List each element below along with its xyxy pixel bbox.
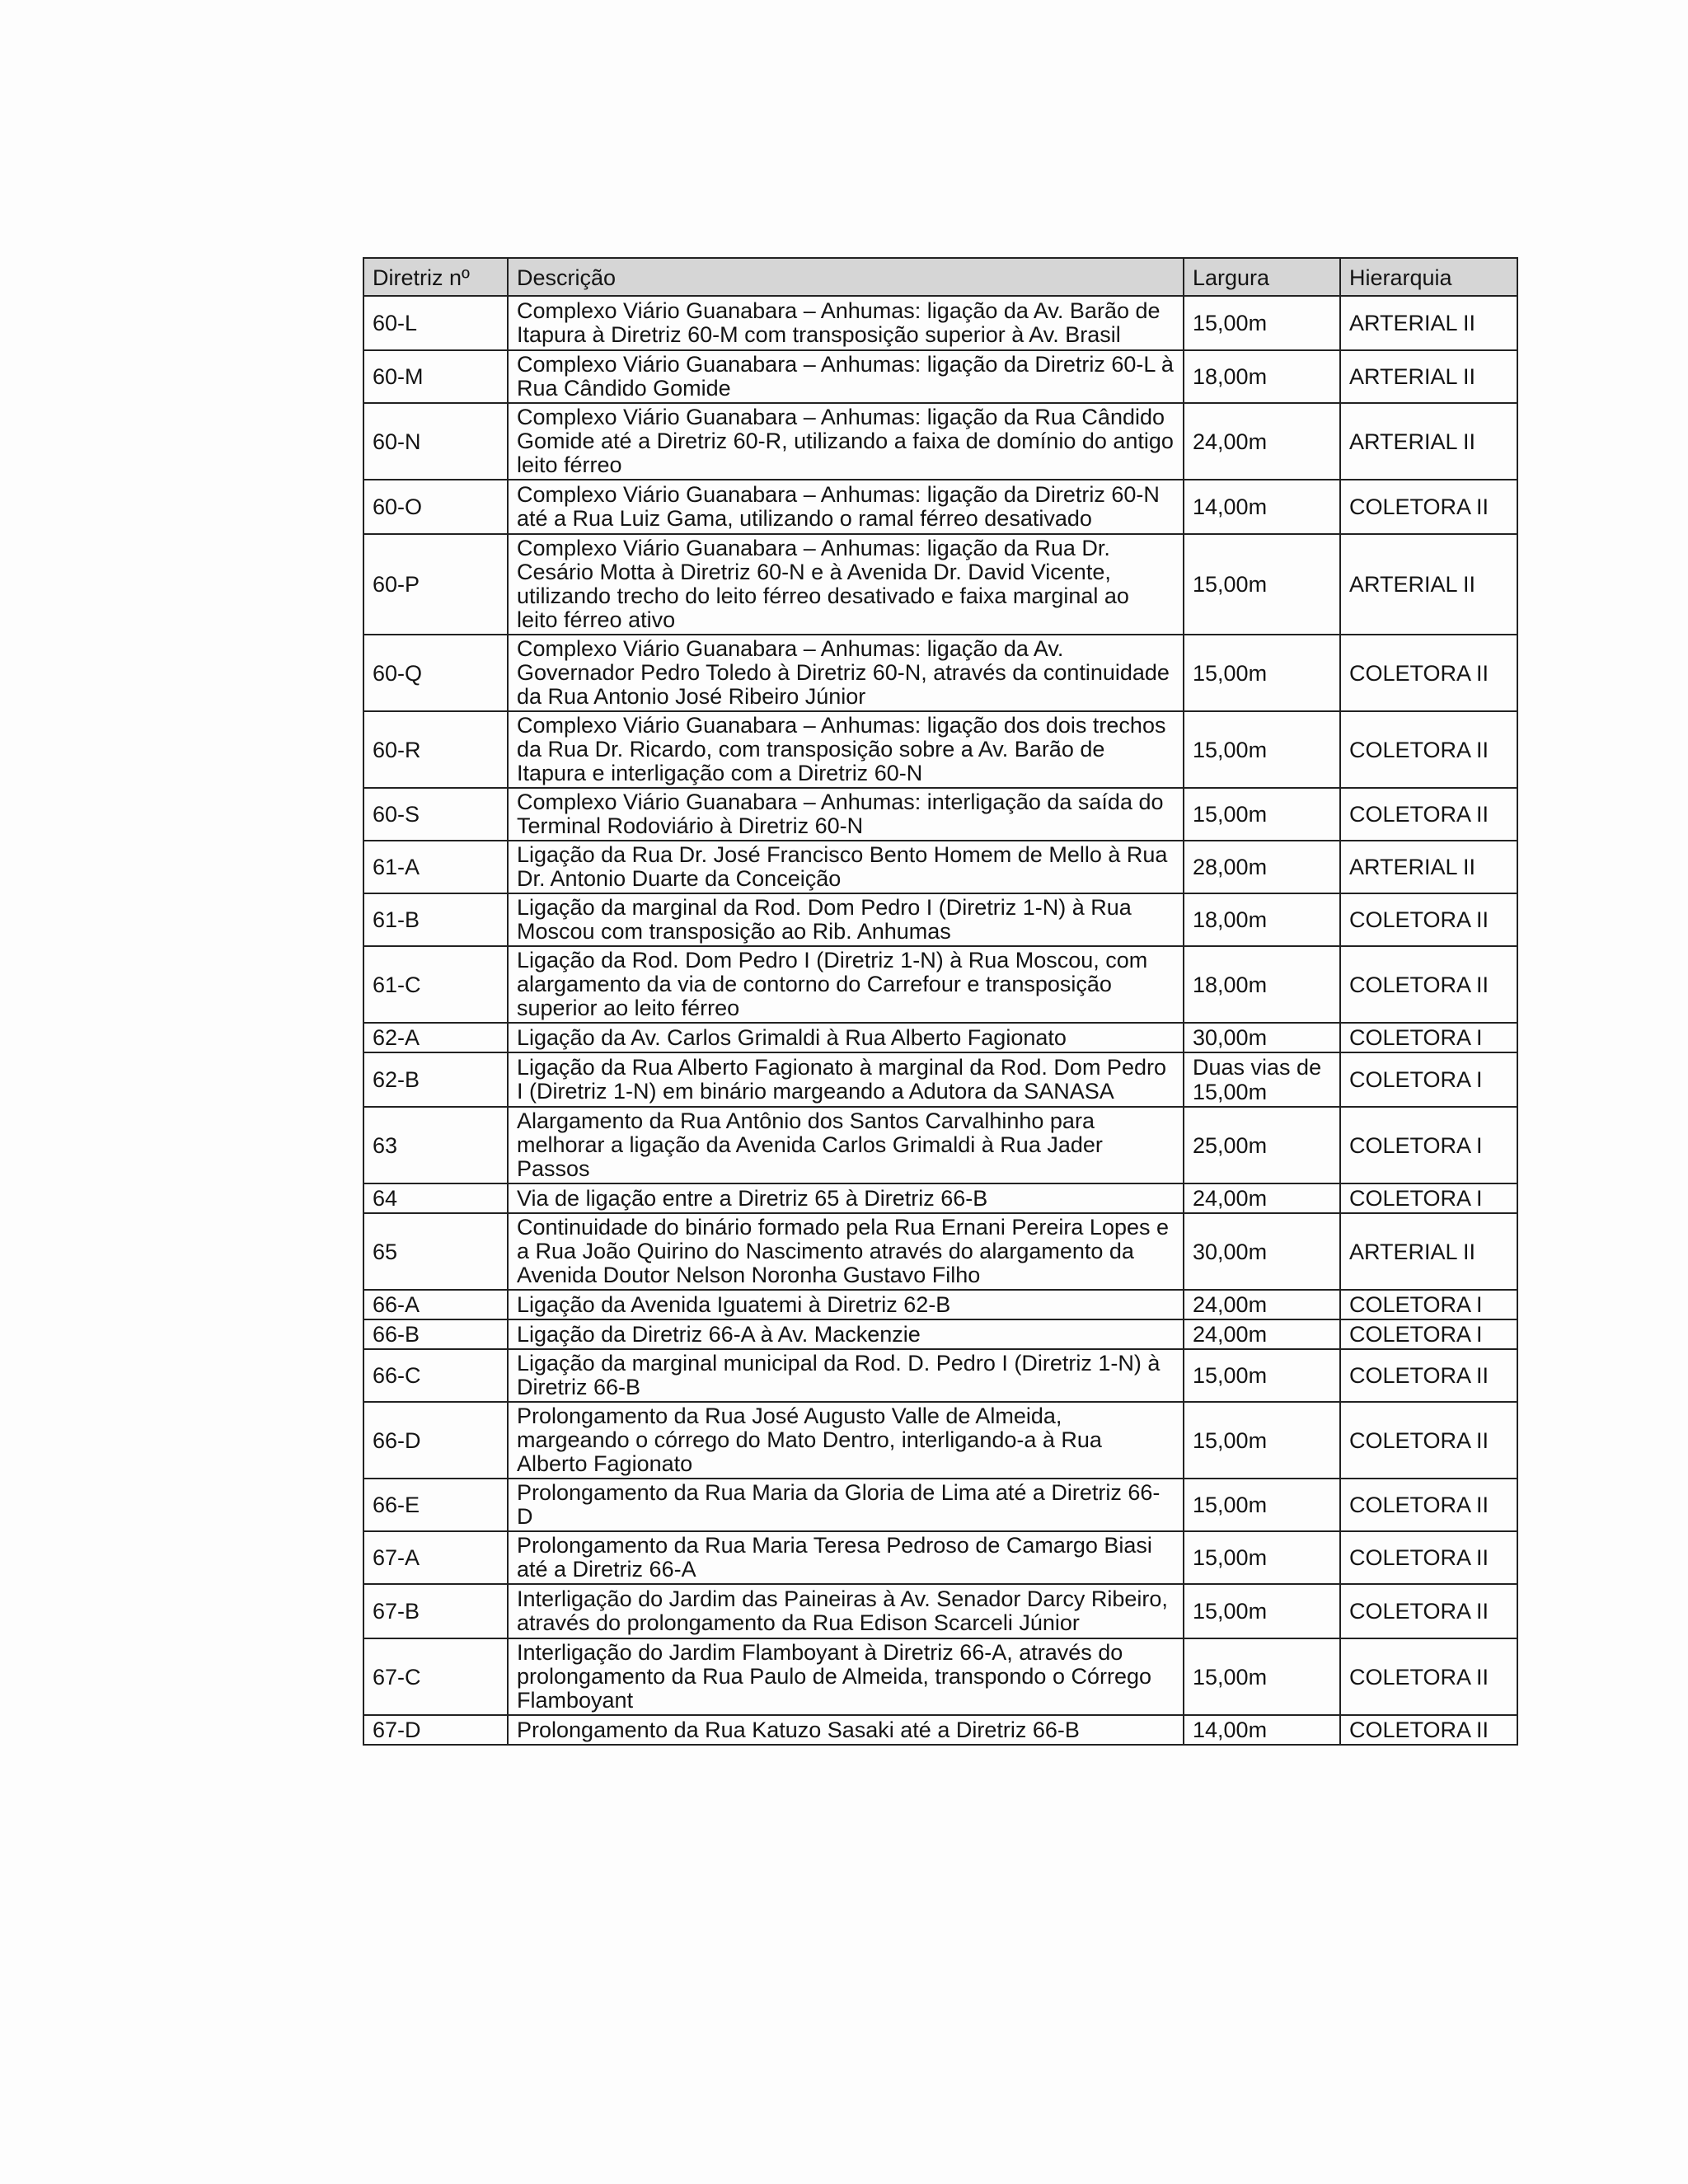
table-row — [363, 1715, 1517, 1745]
cell-largura: 15,00m — [1184, 1349, 1340, 1402]
cell-hierarquia: COLETORA II — [1340, 1479, 1517, 1531]
cell-descricao: Ligação da Rua Dr. José Francisco Bento Homem de Mello à Rua Dr. Antonio Duarte da Conceição — [508, 841, 1184, 893]
cell-hierarquia: COLETORA II — [1340, 1638, 1517, 1715]
table-row — [363, 1183, 1517, 1213]
cell-hierarquia: ARTERIAL II — [1340, 534, 1517, 635]
cell-largura: 15,00m — [1184, 296, 1340, 350]
cell-descricao: Prolongamento da Rua Maria da Gloria de Lima até a Diretriz 66-D — [508, 1479, 1184, 1531]
cell-largura: 25,00m — [1184, 1107, 1340, 1183]
cell-largura: 15,00m — [1184, 635, 1340, 711]
cell-descricao: Ligação da Rua Alberto Fagionato à marginal da Rod. Dom Pedro I (Diretriz 1-N) em binário margeando a Adutora da SANASA — [508, 1052, 1184, 1107]
header-largura: Largura — [1184, 258, 1340, 296]
cell-largura: 14,00m — [1184, 1715, 1340, 1745]
cell-diretriz: 67-C — [363, 1638, 508, 1715]
cell-descricao: Continuidade do binário formado pela Rua Ernani Pereira Lopes e a Rua João Quirino do Nascimento através do alargamento da Avenida Doutor Nelson Noronha Gustavo Filho — [508, 1213, 1184, 1290]
cell-descricao: Ligação da marginal da Rod. Dom Pedro I (Diretriz 1-N) à Rua Moscou com transposição ao Rib. Anhumas — [508, 893, 1184, 946]
cell-diretriz: 67-A — [363, 1531, 508, 1584]
cell-descricao: Complexo Viário Guanabara – Anhumas: ligação da Av. Governador Pedro Toledo à Diretriz 60-N, através da continuidade da Rua Antonio José Ribeiro Júnior — [508, 635, 1184, 711]
cell-diretriz: 60-P — [363, 534, 508, 635]
cell-largura: 15,00m — [1184, 1638, 1340, 1715]
table-row — [363, 946, 1517, 1023]
cell-largura: 30,00m — [1184, 1023, 1340, 1052]
cell-diretriz: 61-C — [363, 946, 508, 1023]
cell-diretriz: 61-B — [363, 893, 508, 946]
cell-diretriz: 60-L — [363, 296, 508, 350]
cell-largura: 15,00m — [1184, 788, 1340, 841]
cell-hierarquia: COLETORA II — [1340, 711, 1517, 788]
table-row — [363, 1402, 1517, 1479]
table-row — [363, 1479, 1517, 1531]
cell-largura: 30,00m — [1184, 1213, 1340, 1290]
table-row — [363, 1531, 1517, 1584]
table-row — [363, 403, 1517, 480]
cell-diretriz: 66-E — [363, 1479, 508, 1531]
cell-diretriz: 61-A — [363, 841, 508, 893]
cell-descricao: Complexo Viário Guanabara – Anhumas: ligação da Rua Cândido Gomide até a Diretriz 60-R, utilizando a faixa de domínio do antigo leito férreo — [508, 403, 1184, 480]
cell-diretriz: 66-C — [363, 1349, 508, 1402]
cell-descricao: Via de ligação entre a Diretriz 65 à Diretriz 66-B — [508, 1183, 1184, 1213]
cell-descricao: Complexo Viário Guanabara – Anhumas: ligação da Av. Barão de Itapura à Diretriz 60-M com transposição superior à Av. Brasil — [508, 296, 1184, 350]
cell-diretriz: 60-M — [363, 350, 508, 403]
cell-hierarquia: ARTERIAL II — [1340, 350, 1517, 403]
table-row — [363, 635, 1517, 711]
cell-hierarquia: COLETORA I — [1340, 1023, 1517, 1052]
cell-hierarquia: COLETORA II — [1340, 1531, 1517, 1584]
table-row — [363, 893, 1517, 946]
cell-diretriz: 64 — [363, 1183, 508, 1213]
table-row — [363, 711, 1517, 788]
cell-largura: 18,00m — [1184, 893, 1340, 946]
header-diretriz: Diretriz nº — [363, 258, 508, 296]
cell-diretriz: 66-B — [363, 1319, 508, 1349]
cell-largura: 24,00m — [1184, 1183, 1340, 1213]
cell-descricao: Ligação da Av. Carlos Grimaldi à Rua Alberto Fagionato — [508, 1023, 1184, 1052]
cell-descricao: Prolongamento da Rua José Augusto Valle de Almeida, margeando o córrego do Mato Dentro, interligando-a à Rua Alberto Fagionato — [508, 1402, 1184, 1479]
cell-descricao: Prolongamento da Rua Maria Teresa Pedroso de Camargo Biasi até a Diretriz 66-A — [508, 1531, 1184, 1584]
cell-largura: 14,00m — [1184, 480, 1340, 534]
table-header-row — [363, 258, 1517, 296]
table-row — [363, 841, 1517, 893]
cell-hierarquia: COLETORA II — [1340, 1715, 1517, 1745]
table-row — [363, 480, 1517, 534]
cell-diretriz: 60-R — [363, 711, 508, 788]
cell-largura: 15,00m — [1184, 534, 1340, 635]
table-row — [363, 1290, 1517, 1319]
cell-hierarquia: COLETORA II — [1340, 635, 1517, 711]
cell-largura: Duas vias de 15,00m — [1184, 1052, 1340, 1107]
cell-hierarquia: COLETORA I — [1340, 1107, 1517, 1183]
cell-largura: 15,00m — [1184, 1531, 1340, 1584]
cell-descricao: Complexo Viário Guanabara – Anhumas: interligação da saída do Terminal Rodoviário à Diretriz 60-N — [508, 788, 1184, 841]
cell-hierarquia: COLETORA I — [1340, 1052, 1517, 1107]
cell-hierarquia: COLETORA II — [1340, 946, 1517, 1023]
cell-hierarquia: COLETORA II — [1340, 1349, 1517, 1402]
cell-hierarquia: ARTERIAL II — [1340, 296, 1517, 350]
cell-diretriz: 67-D — [363, 1715, 508, 1745]
cell-largura: 15,00m — [1184, 711, 1340, 788]
cell-largura: 18,00m — [1184, 350, 1340, 403]
cell-diretriz: 60-S — [363, 788, 508, 841]
cell-diretriz: 67-B — [363, 1584, 508, 1638]
cell-largura: 24,00m — [1184, 1290, 1340, 1319]
cell-hierarquia: COLETORA II — [1340, 1402, 1517, 1479]
cell-descricao: Complexo Viário Guanabara – Anhumas: ligação da Diretriz 60-L à Rua Cândido Gomide — [508, 350, 1184, 403]
cell-diretriz: 65 — [363, 1213, 508, 1290]
table-row — [363, 534, 1517, 635]
cell-descricao: Interligação do Jardim das Paineiras à Av. Senador Darcy Ribeiro, através do prolongamento da Rua Edison Scarceli Júnior — [508, 1584, 1184, 1638]
header-descricao: Descrição — [508, 258, 1184, 296]
table-row — [363, 1213, 1517, 1290]
cell-diretriz: 62-B — [363, 1052, 508, 1107]
cell-descricao: Alargamento da Rua Antônio dos Santos Carvalhinho para melhorar a ligação da Avenida Carlos Grimaldi à Rua Jader Passos — [508, 1107, 1184, 1183]
cell-diretriz: 60-O — [363, 480, 508, 534]
header-hierarquia: Hierarquia — [1340, 258, 1517, 296]
cell-hierarquia: COLETORA I — [1340, 1183, 1517, 1213]
cell-descricao: Interligação do Jardim Flamboyant à Diretriz 66-A, através do prolongamento da Rua Paulo de Almeida, transpondo o Córrego Flamboyant — [508, 1638, 1184, 1715]
table-row — [363, 1107, 1517, 1183]
cell-hierarquia: COLETORA II — [1340, 788, 1517, 841]
table-row — [363, 1584, 1517, 1638]
cell-diretriz: 66-D — [363, 1402, 508, 1479]
cell-descricao: Complexo Viário Guanabara – Anhumas: ligação da Diretriz 60-N até a Rua Luiz Gama, utilizando o ramal férreo desativado — [508, 480, 1184, 534]
cell-largura: 15,00m — [1184, 1402, 1340, 1479]
table-row — [363, 788, 1517, 841]
cell-largura: 15,00m — [1184, 1584, 1340, 1638]
cell-diretriz: 62-A — [363, 1023, 508, 1052]
cell-diretriz: 60-N — [363, 403, 508, 480]
cell-descricao: Ligação da Rod. Dom Pedro I (Diretriz 1-N) à Rua Moscou, com alargamento da via de contorno do Carrefour e transposição superior ao leito férreo — [508, 946, 1184, 1023]
cell-hierarquia: COLETORA II — [1340, 1584, 1517, 1638]
cell-descricao: Ligação da marginal municipal da Rod. D. Pedro I (Diretriz 1-N) à Diretriz 66-B — [508, 1349, 1184, 1402]
diretrizes-table — [363, 257, 1518, 1746]
table-row — [363, 1052, 1517, 1107]
table-row — [363, 296, 1517, 350]
cell-descricao: Ligação da Avenida Iguatemi à Diretriz 62-B — [508, 1290, 1184, 1319]
cell-hierarquia: COLETORA II — [1340, 480, 1517, 534]
cell-largura: 15,00m — [1184, 1479, 1340, 1531]
cell-hierarquia: ARTERIAL II — [1340, 403, 1517, 480]
cell-hierarquia: COLETORA I — [1340, 1319, 1517, 1349]
cell-descricao: Ligação da Diretriz 66-A à Av. Mackenzie — [508, 1319, 1184, 1349]
table-row — [363, 1319, 1517, 1349]
cell-largura: 24,00m — [1184, 403, 1340, 480]
table-row — [363, 1638, 1517, 1715]
table-row — [363, 1023, 1517, 1052]
table-row — [363, 350, 1517, 403]
table-body — [363, 296, 1517, 1745]
cell-hierarquia: COLETORA I — [1340, 1290, 1517, 1319]
cell-descricao: Complexo Viário Guanabara – Anhumas: ligação dos dois trechos da Rua Dr. Ricardo, com transposição sobre a Av. Barão de Itapura e interligação com a Diretriz 60-N — [508, 711, 1184, 788]
cell-hierarquia: ARTERIAL II — [1340, 1213, 1517, 1290]
cell-diretriz: 63 — [363, 1107, 508, 1183]
cell-largura: 24,00m — [1184, 1319, 1340, 1349]
cell-diretriz: 66-A — [363, 1290, 508, 1319]
cell-hierarquia: ARTERIAL II — [1340, 841, 1517, 893]
cell-largura: 18,00m — [1184, 946, 1340, 1023]
cell-descricao: Prolongamento da Rua Katuzo Sasaki até a Diretriz 66-B — [508, 1715, 1184, 1745]
cell-descricao: Complexo Viário Guanabara – Anhumas: ligação da Rua Dr. Cesário Motta à Diretriz 60-N e à Avenida Dr. David Vicente, utilizando trecho do leito férreo desativado e faixa marginal ao leito férreo ativo — [508, 534, 1184, 635]
cell-diretriz: 60-Q — [363, 635, 508, 711]
cell-largura: 28,00m — [1184, 841, 1340, 893]
cell-hierarquia: COLETORA II — [1340, 893, 1517, 946]
table-row — [363, 1349, 1517, 1402]
